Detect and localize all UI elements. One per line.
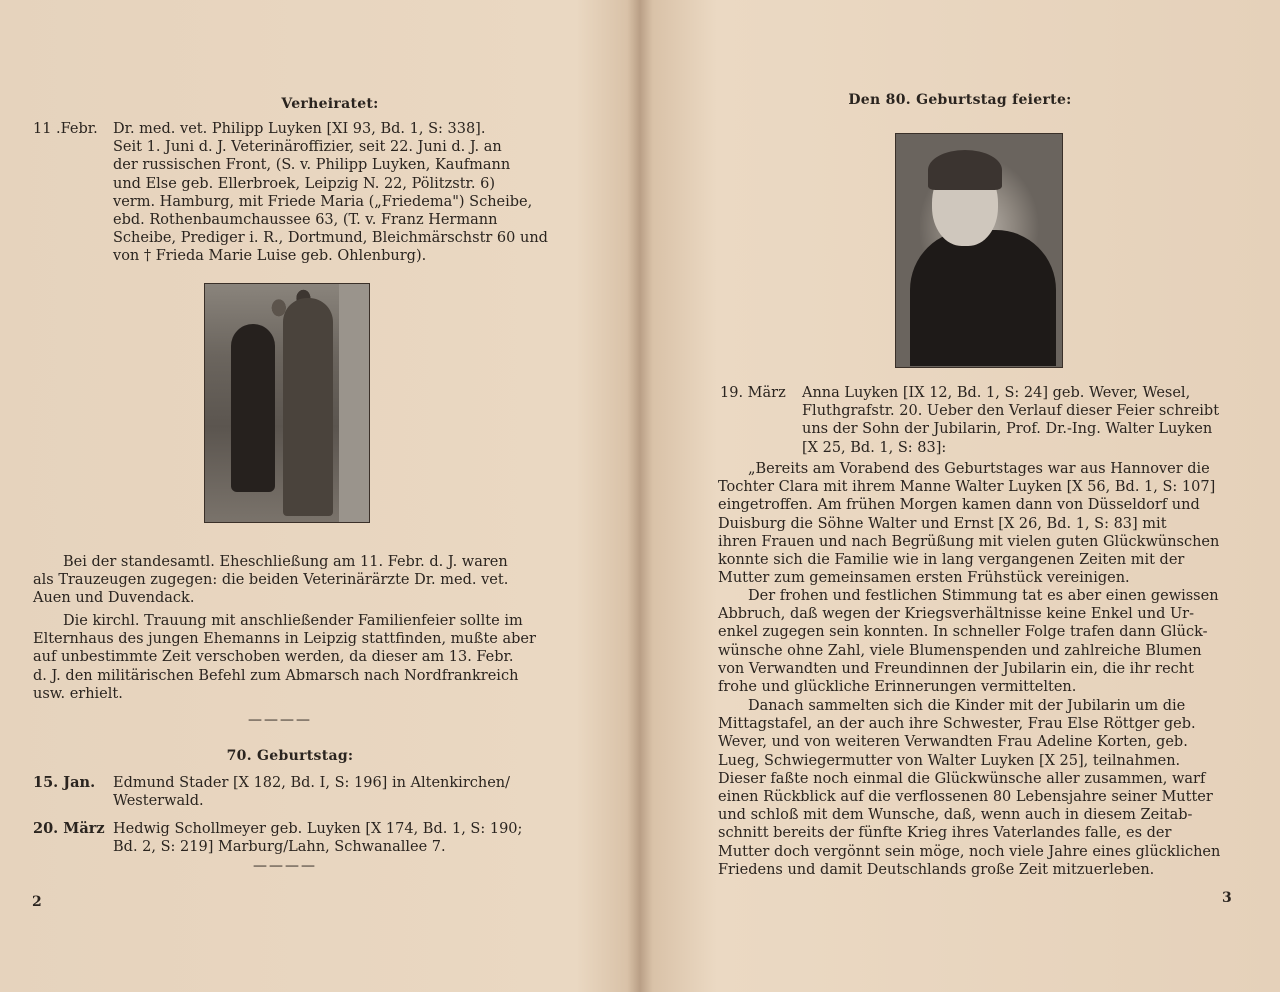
text-line: Seit 1. Juni d. J. Veterinäroffizier, seit 22. Juni d. J. an (113, 139, 502, 156)
separator: ———— (253, 858, 317, 874)
text-line: Hedwig Schollmeyer geb. Luyken [X 174, Bd. 1, S: 190; (113, 821, 523, 837)
text-line: und schloß mit dem Wunsche, daß, wenn auch in diesem Zeitab- (718, 807, 1193, 824)
text-line: Dieser faßte noch einmal die Glückwünsche aller zusammen, warf (718, 770, 1206, 787)
birthday-entry-text (113, 774, 553, 810)
married-entry-date: 11 .Febr. (33, 121, 98, 137)
text-line: Scheibe, Prediger i. R., Dortmund, Bleichmärschstr 60 und (113, 230, 548, 247)
text-line: Bd. 2, S: 219] Marburg/Lahn, Schwanallee 7. (113, 839, 446, 856)
text-line: enkel zugegen sein konnten. In schneller Folge trafen dann Glück- (718, 624, 1208, 641)
text-line: konnte sich die Familie wie in lang vergangenen Zeiten mit der (718, 552, 1185, 569)
paragraph-lunch (718, 697, 1236, 879)
text-line: Lueg, Schwiegermutter von Walter Luyken [X 25], teilnahmen. (718, 752, 1181, 769)
text-line: der russischen Front, (S. v. Philipp Luyken, Kaufmann (113, 157, 511, 174)
groom-figure (283, 298, 333, 516)
birthday-entry-date: 20. März (33, 820, 105, 837)
married-entry-text (113, 120, 553, 266)
anniversary-entry-text (802, 384, 1236, 457)
text-line: Fluthgrafstr. 20. Ueber den Verlauf dieser Feier schreibt (802, 403, 1220, 420)
separator: ———— (248, 712, 312, 728)
birthday-entry (33, 774, 553, 814)
text-line: Dr. med. vet. Philipp Luyken [XI 93, Bd. 1, S: 338]. (113, 121, 486, 137)
text-line: Auen und Duvendack. (33, 590, 195, 607)
text-line: Mutter doch vergönnt sein möge, noch viele Jahre eines glücklichen (718, 843, 1221, 860)
text-line: Friedens und damit Deutschlands große Zeit mitzuerleben. (718, 861, 1155, 878)
text-line: Danach sammelten sich die Kinder mit der Jubilarin um die (748, 698, 1186, 714)
heading-married: Verheiratet: (281, 96, 379, 112)
left-page (0, 0, 636, 992)
text-line: Bei der standesamtl. Eheschließung am 11. Febr. d. J. waren (63, 554, 508, 570)
text-line: Tochter Clara mit ihrem Manne Walter Luyken [X 56, Bd. 1, S: 107] (718, 479, 1216, 496)
married-entry (33, 120, 553, 270)
text-line: als Trauzeugen zugegen: die beiden Veterinärärzte Dr. med. vet. (33, 572, 509, 589)
text-line: Edmund Stader [X 182, Bd. I, S: 196] in Altenkirchen/ (113, 775, 511, 791)
text-line: ihren Frauen und nach Begrüßung mit vielen guten Glückwünschen (718, 533, 1220, 550)
text-line: schnitt bereits der fünfte Krieg ihres Vaterlandes falle, es der (718, 825, 1172, 842)
text-line: und Else geb. Ellerbroek, Leipzig N. 22, Pölitzstr. 6) (113, 175, 495, 192)
text-line: Die kirchl. Trauung mit anschließender Familienfeier sollte im (63, 613, 523, 629)
page-number: 2 (32, 894, 42, 910)
text-line: Abbruch, daß wegen der Kriegsverhältnisse keine Enkel und Ur- (718, 606, 1195, 623)
text-line: Duisburg die Söhne Walter und Ernst [X 26, Bd. 1, S: 83] mit (718, 515, 1167, 532)
text-line: Elternhaus des jungen Ehemanns in Leipzig stattfinden, mußte aber (33, 631, 536, 648)
text-line: ebd. Rothenbaumchaussee 63, (T. v. Franz Hermann (113, 212, 498, 229)
text-line: usw. erhielt. (33, 685, 123, 702)
text-line: „Bereits am Vorabend des Geburtstages war aus Hannover die (748, 461, 1210, 477)
text-line: frohe und glückliche Erinnerungen vermittelten. (718, 679, 1077, 696)
anniversary-entry-date: 19. März (720, 385, 786, 401)
text-line: Wever, und von weiteren Verwandten Frau Adeline Korten, geb. (718, 734, 1188, 751)
text-line: Der frohen und festlichen Stimmung tat es aber einen gewissen (748, 588, 1219, 604)
text-line: [X 25, Bd. 1, S: 83]: (802, 439, 947, 456)
bride-figure (231, 324, 275, 492)
text-line: eingetroffen. Am frühen Morgen kamen dann von Düsseldorf und (718, 497, 1200, 514)
right-page (640, 0, 1280, 992)
wedding-photo (204, 283, 370, 523)
page-number: 3 (1222, 890, 1232, 906)
portrait-photo (895, 133, 1063, 368)
text-line: verm. Hamburg, mit Friede Maria („Friedema") Scheibe, (113, 193, 533, 210)
paragraph-arrival (718, 460, 1236, 587)
text-line: Anna Luyken [IX 12, Bd. 1, S: 24] geb. Wever, Wesel, (802, 385, 1191, 401)
text-line: einen Rückblick auf die verflossenen 80 Lebensjahre seiner Mutter (718, 789, 1213, 806)
text-line: Mittagstafel, an der auch ihre Schwester, Frau Else Röttger geb. (718, 716, 1196, 733)
birthday-entry-text (113, 820, 553, 856)
text-line: d. J. den militärischen Befehl zum Abmarsch nach Nordfrankreich (33, 667, 519, 684)
paragraph-mood (718, 587, 1236, 696)
text-line: Westerwald. (113, 793, 204, 810)
paragraph-registry (33, 553, 547, 608)
text-line: auf unbestimmte Zeit verschoben werden, da dieser am 13. Febr. (33, 649, 514, 666)
heading-80-birthday: Den 80. Geburtstag feierte: (848, 92, 1072, 108)
birthday-entry-date: 15. Jan. (33, 774, 96, 791)
paragraph-church (33, 612, 547, 703)
text-line: von Verwandten und Freundinnen der Jubilarin ein, die ihr recht (718, 660, 1194, 677)
text-line: von † Frieda Marie Luise geb. Ohlenburg). (113, 248, 427, 265)
text-line: Mutter zum gemeinsamen ersten Frühstück vereinigen. (718, 570, 1130, 587)
birthday-entry (33, 820, 553, 860)
anniversary-entry (720, 384, 1236, 460)
heading-70-birthday: 70. Geburtstag: (226, 748, 354, 764)
text-line: wünsche ohne Zahl, viele Blumenspenden und zahlreiche Blumen (718, 642, 1202, 659)
text-line: uns der Sohn der Jubilarin, Prof. Dr.-Ing. Walter Luyken (802, 421, 1213, 438)
